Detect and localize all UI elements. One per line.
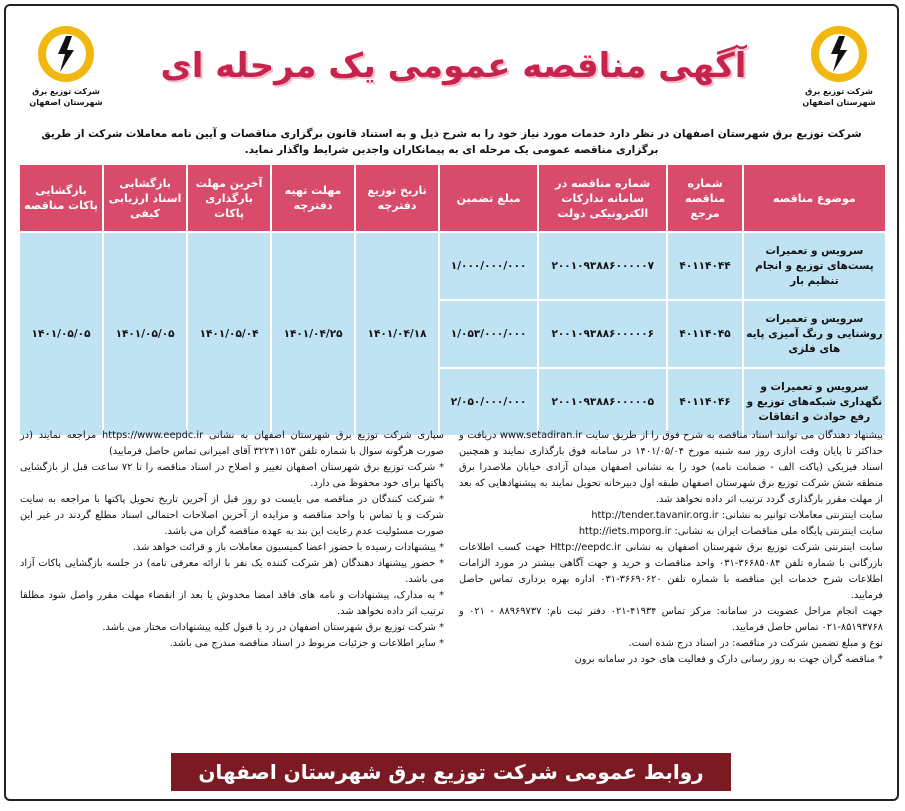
- notice-title: آگهی مناقصه عمومی یک مرحله ای: [160, 46, 747, 86]
- paragraph: * به مدارک، پیشنهادات و نامه های فاقد امضا مخدوش یا بعد از انقضاء مهلت مقرر واصل شود مطلقا ترتیب اثر داده نخواهد شد.: [20, 590, 444, 617]
- tender-table: [18, 163, 887, 437]
- col-open-quality: بازگشایی اسناد ارزیابی کیفی: [103, 164, 187, 232]
- paragraph: جهت انجام مراحل عضویت در سامانه: مرکز تماس ۴۱۹۳۴-۰۲۱ دفتر ثبت نام: ۸۸۹۶۹۷۳۷ - ۰۲۱ و ۸۵۱۹۳۷۶۸-۰۲۱ تماس حاصل فرمایید.: [459, 606, 883, 633]
- logo-caption: شرکت توزیع برق شهرستان اصفهان: [802, 87, 876, 107]
- cell-setad: ۲۰۰۱۰۹۳۸۸۶۰۰۰۰۰۵: [538, 368, 667, 436]
- paragraph: * شرکت کنندگان در مناقصه می بایست دو روز قبل از آخرین تاریخ تحویل پاکتها با مراجعه به سایت شرکت و یا تماس با واحد مناقصه و مزایده از آخرین اصلاحات احتمالی اسناد مطلع گردند در غیر این صورت مسئولیت عدم رعایت این بند به عهده مناقصه گران می باشد.: [20, 494, 444, 537]
- left-column: [20, 428, 444, 652]
- paragraph: * شرکت توزیع برق شهرستان اصفهان تغییر و اصلاح در اسناد مناقصه را تا ۷۲ ساعت قبل از بازگشایی پاکتها برای خود محفوظ می دارد.: [20, 462, 444, 489]
- cell-open-packets: ۱۴۰۱/۰۵/۰۵: [19, 232, 103, 436]
- company-logo-left: [18, 24, 114, 108]
- paragraph: سایت اینترنتی معاملات توانیر به نشانی: http://tender.tavanir.org.ir: [591, 510, 883, 521]
- col-guarantee: مبلغ تضمین: [439, 164, 538, 232]
- col-open-packets: بازگشایی پاکات مناقصه: [19, 164, 103, 232]
- cell-prep: ۱۴۰۱/۰۴/۲۵: [271, 232, 355, 436]
- right-column: [459, 428, 883, 668]
- cell-ref: ۴۰۱۱۴۰۴۴: [667, 232, 742, 300]
- col-deadline: آخرین مهلت بارگذاری پاکات: [187, 164, 271, 232]
- paragraph: پیشنهاد دهندگان می توانند اسناد مناقصه به شرح فوق را از طریق سایت www.setadiran.ir دریافت و حداکثر تا پایان وقت اداری روز سه شنبه مورخ ۱۴۰۱/۰۵/۰۴ در سامانه فوق بارگذاری نمایند و همچنین اسناد فیزیکی (پاکت الف - ضمانت نامه) خود را به نشانی اصفهان میدان آزادی خیابان ملاصدرا برق منطقه شش شرکت توزیع برق شهرستان اصفهان طبقه اول دبیرخانه تحویل نمایند به پیشنهادهایی که بعد از مهلت مقرر بارگذاری گردد ترتیب اثر داده نخواهد شد.: [459, 430, 883, 505]
- cell-setad: ۲۰۰۱۰۹۳۸۸۶۰۰۰۰۰۶: [538, 300, 667, 368]
- cell-deadline: ۱۴۰۱/۰۵/۰۴: [187, 232, 271, 436]
- company-logo-right: [791, 24, 887, 108]
- footer-banner: روابط عمومی شرکت توزیع برق شهرستان اصفهان: [171, 753, 731, 791]
- paragraph: سایت اینترنتی شرکت توزیع برق شهرستان اصفهان به نشانی Http://eepdc.ir جهت کسب اطلاعات بازرگانی با شماره تلفن ۳۶۶۸۵۰۸۴-۰۳۱ واحد مناقصات و خرید و جهت آگاهی بیشتر در مورد الزامات اطلاعات شرح خدمات این مناقصه با شماره تلفن ۳۶۶۹۰۶۲۰-۰۳۱ اداره بهره برداری تماس حاصل فرمایید.: [459, 542, 883, 601]
- paragraph: * پیشنهادات رسیده با حضور اعضا کمیسیون معاملات باز و قرائت خواهد شد.: [132, 542, 444, 553]
- cell-dist-date: ۱۴۰۱/۰۴/۱۸: [355, 232, 439, 436]
- paragraph: سایت اینترنتی پایگاه ملی مناقصات ایران به نشانی: http://iets.mporg.ir: [578, 526, 883, 537]
- tender-notice: [4, 4, 899, 801]
- logo-caption: شرکت توزیع برق شهرستان اصفهان: [29, 87, 103, 107]
- cell-subject: سرویس و تعمیرات پست‌های توزیع و انجام تنظیم بار: [743, 232, 886, 300]
- cell-open-quality: ۱۴۰۱/۰۵/۰۵: [103, 232, 187, 436]
- col-subject: موضوع مناقصه: [743, 164, 886, 232]
- col-prep: مهلت تهیه دفترچه: [271, 164, 355, 232]
- col-ref: شماره مناقصه مرجع: [667, 164, 742, 232]
- power-logo-icon: [36, 24, 96, 84]
- cell-guarantee: ۱/۰۵۳/۰۰۰/۰۰۰: [439, 300, 538, 368]
- paragraph: سپاری شرکت توزیع برق شهرستان اصفهان به نشانی https://www.eepdc.ir مراجعه نمایند (در صورت هرگونه سوال با شماره تلفن ۳۲۲۴۱۱۵۳ آقای امیرانی تماس حاصل فرمایید): [20, 430, 444, 457]
- cell-subject: سرویس و تعمیرات روشنایی و رنگ آمیزی پایه های فلزی: [743, 300, 886, 368]
- table-header-row: [19, 164, 886, 232]
- cell-setad: ۲۰۰۱۰۹۳۸۸۶۰۰۰۰۰۷: [538, 232, 667, 300]
- paragraph: نوع و مبلغ تضمین شرکت در مناقصه: در اسناد درج شده است.: [628, 638, 883, 649]
- col-setad: شماره مناقصه در سامانه تدارکات الکترونیکی دولت: [538, 164, 667, 232]
- col-dist-date: تاریخ توزیع دفترچه: [355, 164, 439, 232]
- cell-ref: ۴۰۱۱۴۰۴۶: [667, 368, 742, 436]
- paragraph: * سایر اطلاعات و جزئیات مربوط در اسناد مناقصه مندرج می باشد.: [169, 638, 444, 649]
- body-columns: [20, 428, 883, 753]
- cell-guarantee: ۲/۰۵۰/۰۰۰/۰۰۰: [439, 368, 538, 436]
- cell-guarantee: ۱/۰۰۰/۰۰۰/۰۰۰: [439, 232, 538, 300]
- paragraph: * حضور پیشنهاد دهندگان (هر شرکت کننده یک نفر با ارائه معرفی نامه) در جلسه بازگشایی پاکات آزاد می باشد.: [20, 558, 444, 585]
- cell-ref: ۴۰۱۱۴۰۴۵: [667, 300, 742, 368]
- paragraph: * مناقصه گران جهت به روز رسانی دارک و فعالیت های خود در سامانه برون: [574, 654, 883, 665]
- paragraph: * شرکت توزیع برق شهرستان اصفهان در رد یا قبول کلیه پیشنهادات مختار می باشد.: [102, 622, 444, 633]
- intro-text: شرکت توزیع برق شهرستان اصفهان در نظر دارد خدمات مورد نیاز خود را به شرح ذیل و به استناد قانون برگزاری مناقصات و آیین نامه معاملات شرکت از طریق برگزاری مناقصه عمومی یک مرحله ای به پیمانکاران واجدین شرایط واگذار نماید.: [41, 128, 862, 156]
- power-logo-icon: [809, 24, 869, 84]
- cell-subject: سرویس و تعمیرات و نگهداری شبکه‌های توزیع و رفع حوادث و اتفاقات: [743, 368, 886, 436]
- table-row: [19, 232, 886, 300]
